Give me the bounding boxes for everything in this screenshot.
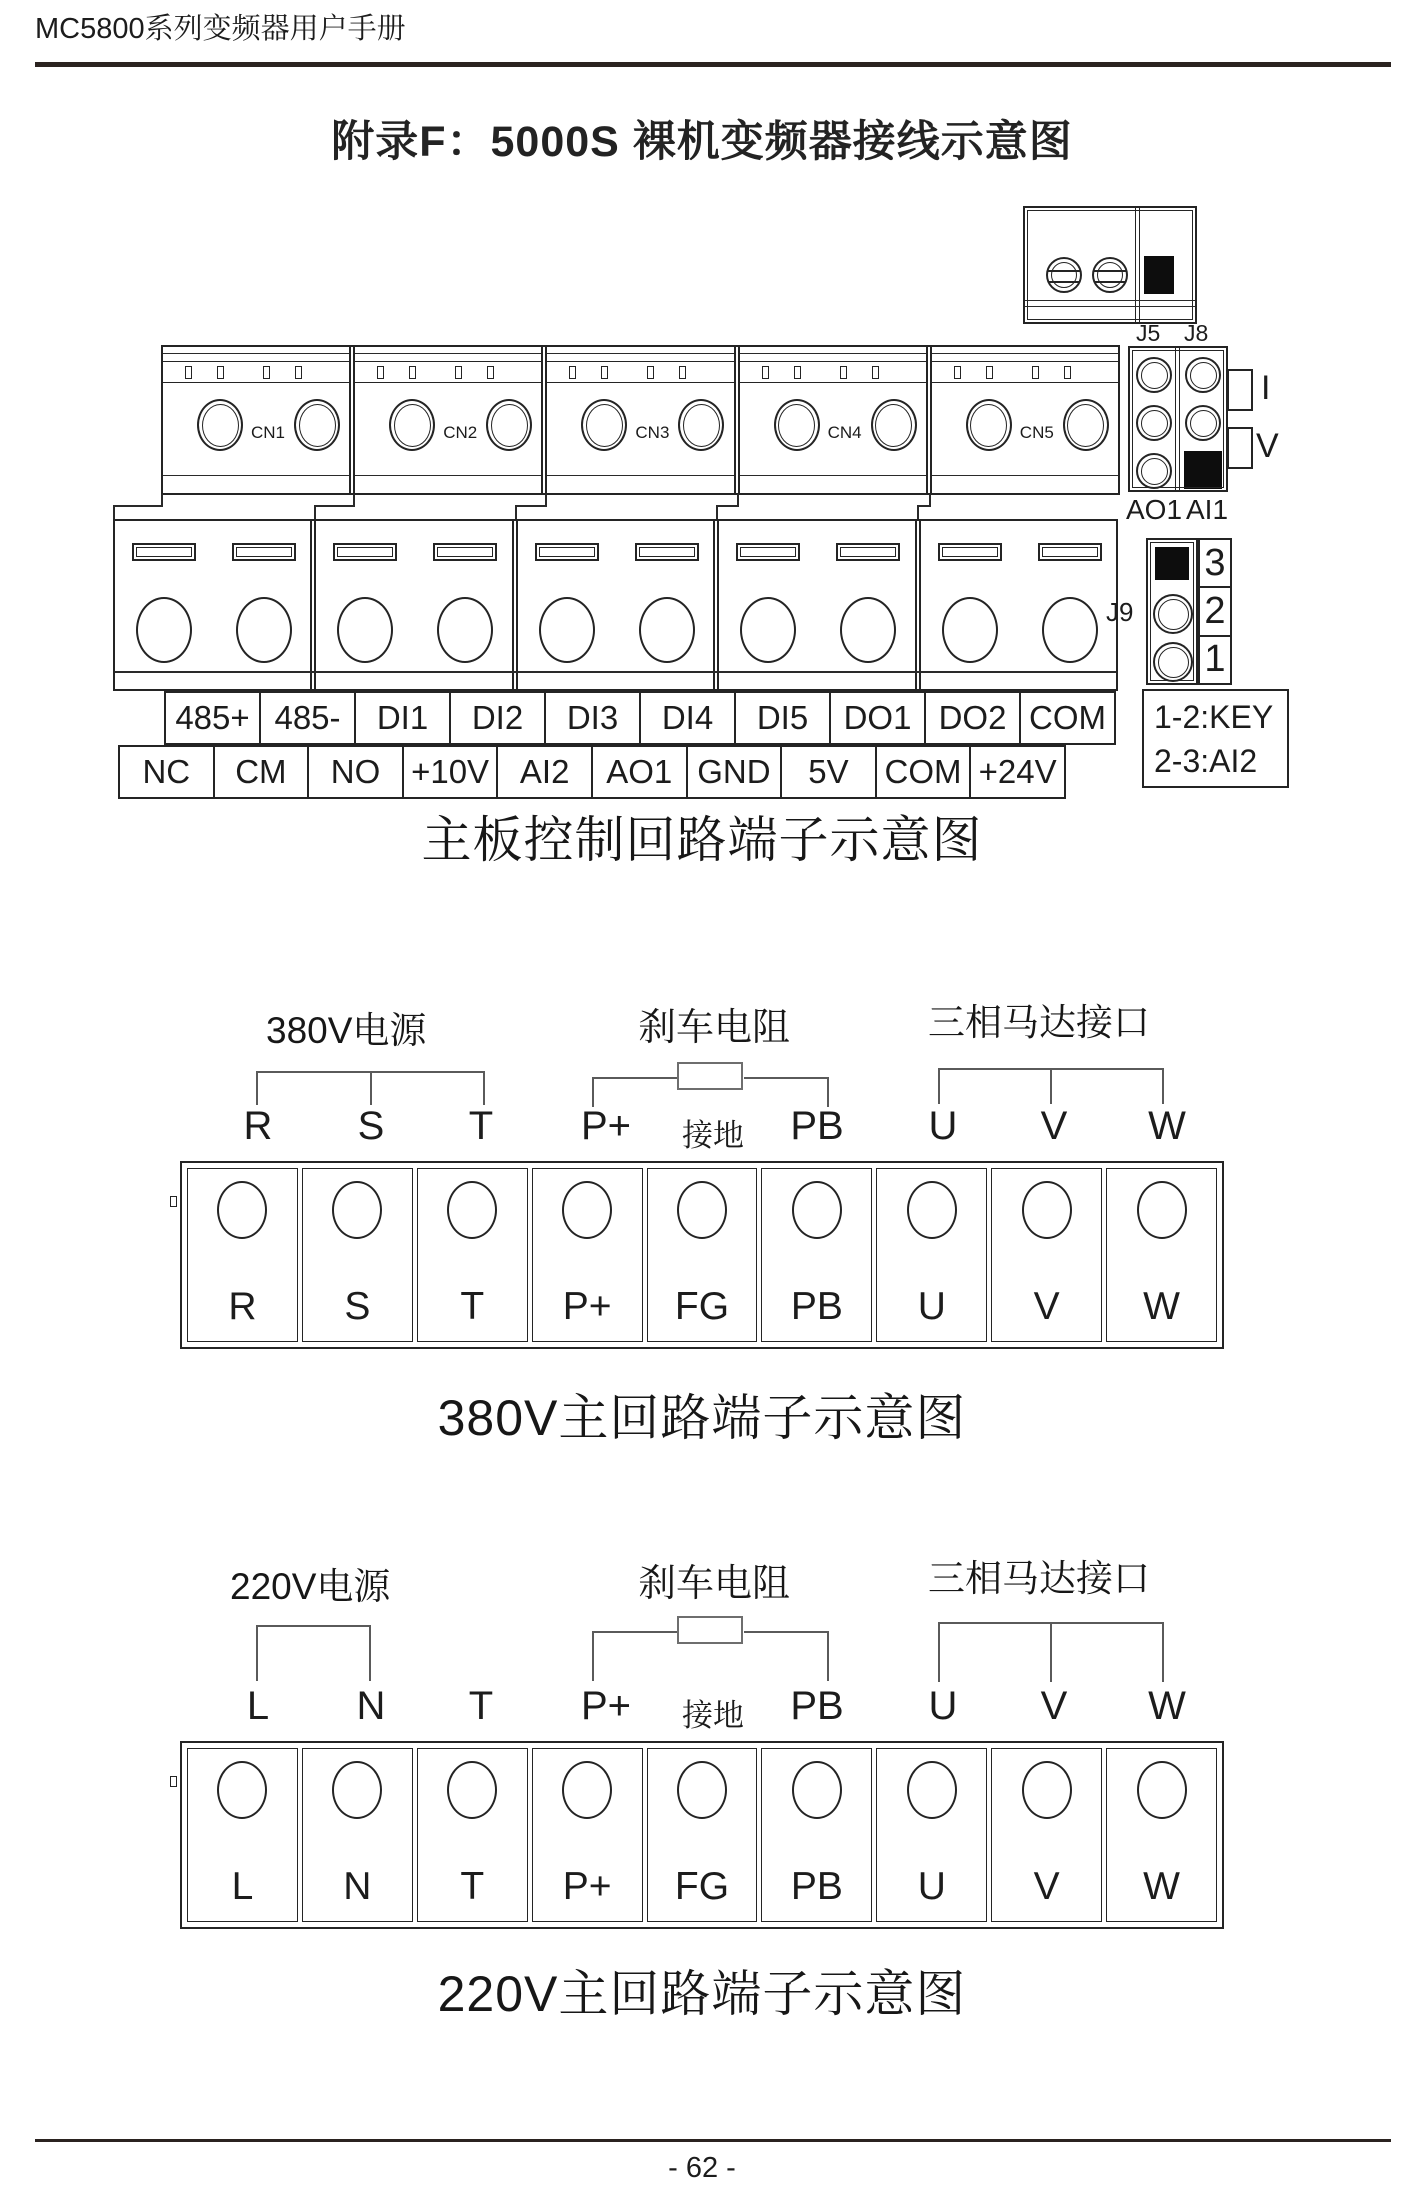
wire-slot-icon (836, 543, 900, 561)
module-line (355, 353, 541, 354)
step-connector (515, 494, 547, 507)
j9-function-box (1142, 689, 1289, 788)
module-line (547, 353, 733, 354)
terminal-hole-icon (1022, 1181, 1072, 1239)
motor-interface-label: 三相马达接口 (928, 1559, 1150, 1600)
module-line (355, 475, 541, 476)
power-terminal-cell (302, 1748, 413, 1922)
terminal-label: FG (674, 1865, 730, 1908)
resistor-icon (677, 1062, 743, 1090)
bracket-drop (256, 1071, 258, 1105)
jumper-pin-icon (1136, 405, 1172, 441)
j9-jumper-block (1146, 538, 1198, 685)
terminal-label-cell: AI2 (496, 745, 593, 799)
terminal-hole-icon (907, 1761, 957, 1819)
terminal-label-cell: +24V (969, 745, 1066, 799)
step-connector (716, 505, 718, 520)
terminal-label: V (1033, 1865, 1060, 1908)
ground-label: 接地 (682, 1698, 744, 1733)
bracket-drop (1162, 1622, 1164, 1682)
wire-label: W (1148, 1684, 1186, 1728)
power-terminal-cell (761, 1748, 872, 1922)
j9-label: J9 (1106, 597, 1134, 627)
bracket-drop (827, 1077, 829, 1107)
terminal-label-cell: 485- (259, 691, 356, 745)
wire-label: P+ (580, 1104, 632, 1148)
wire-slot-icon (635, 543, 699, 561)
module-line (740, 353, 926, 354)
connector-hole-icon (389, 399, 435, 451)
power-terminal-cell (532, 1748, 643, 1922)
wire-slot-icon (132, 543, 196, 561)
terminal-group (115, 521, 310, 689)
terminal-label-cell: CM (213, 745, 310, 799)
terminal-label: T (460, 1285, 485, 1328)
manual-header-title: MC5800系列变频器用户手册 (35, 13, 406, 45)
bracket-drop (592, 1077, 594, 1107)
control-board-caption: 主板控制回路端子示意图 (421, 812, 983, 868)
wire-slot-icon (535, 543, 599, 561)
jumper-pin-icon (1185, 405, 1221, 441)
terminal-hole-icon (1022, 1761, 1072, 1819)
terminal-label: N (343, 1865, 372, 1908)
wire-slot-icon (232, 543, 296, 561)
control-terminal-row-1 (164, 691, 1116, 745)
terminal-label: FG (674, 1285, 730, 1328)
terminal-label: V (1033, 1285, 1060, 1328)
terminal-label-cell: DI4 (639, 691, 736, 745)
terminal-hole-icon (217, 1761, 267, 1819)
j9-pin-numbers (1198, 538, 1232, 685)
screw-hole-icon (840, 597, 896, 663)
wire-slot-icon (333, 543, 397, 561)
terminal-label: L (231, 1865, 254, 1908)
power-terminal-cell (1106, 1168, 1217, 1342)
power-380v-label: 380V电源 (266, 1010, 427, 1051)
connector-hole-icon (871, 399, 917, 451)
step-connector (917, 505, 919, 520)
terminal-group (713, 521, 914, 689)
terminal-label-cell: DI3 (544, 691, 641, 745)
brake-bracket (744, 1631, 828, 1633)
connector-hole-icon (486, 399, 532, 451)
wire-label: T (468, 1104, 494, 1148)
power-terminal-cell (991, 1168, 1102, 1342)
terminal-label-cell: NC (118, 745, 215, 799)
bracket-drop (370, 1071, 372, 1105)
block-side-mark (170, 1776, 177, 1787)
terminal-hole-icon (907, 1181, 957, 1239)
terminal-hole-icon (677, 1181, 727, 1239)
wire-slot-icon (1038, 543, 1102, 561)
module-line (163, 475, 349, 476)
wire-label: U (928, 1684, 958, 1728)
wire-slot-icon (736, 543, 800, 561)
power-terminal-cell (187, 1748, 298, 1922)
module-line (932, 353, 1118, 354)
wire-label: R (243, 1104, 273, 1148)
jumper-pin-icon (1185, 357, 1221, 393)
screw-terminal-icon (1092, 257, 1128, 293)
cn-module (734, 347, 926, 493)
cn-label: CN5 (1019, 423, 1054, 442)
caption-380v (0, 1378, 1404, 1450)
terminal-label: S (344, 1285, 371, 1328)
jumper-pin-icon (1153, 594, 1193, 634)
bracket-drop (369, 1625, 371, 1681)
cn-module (163, 347, 349, 493)
jumper-divider (1175, 348, 1180, 490)
brake-resistor-label: 刹车电阻 (638, 1563, 791, 1605)
voltage-label: V (1256, 427, 1279, 465)
caption-220v-number: 220V (437, 1966, 559, 2022)
screw-hole-icon (236, 597, 292, 663)
terminal-hole-icon (792, 1761, 842, 1819)
terminal-hole-icon (562, 1761, 612, 1819)
terminal-label-cell: DO1 (829, 691, 926, 745)
block-side-mark (170, 1196, 177, 1207)
terminal-hole-icon (447, 1181, 497, 1239)
terminal-label-cell: DI1 (354, 691, 451, 745)
terminal-label-cell: +10V (402, 745, 499, 799)
terminal-label-cell: DI5 (734, 691, 831, 745)
cn-module (541, 347, 733, 493)
ao1-label: AO1 (1126, 494, 1183, 525)
power-terminal-cell (1106, 1748, 1217, 1922)
jumper-j5-label: J5 (1136, 320, 1161, 346)
terminal-hole-icon (332, 1181, 382, 1239)
power-terminal-cell (532, 1168, 643, 1342)
step-connector (314, 505, 316, 520)
step-connector (314, 494, 355, 507)
power-terminal-cell (991, 1748, 1102, 1922)
terminal-screw-row (113, 519, 1118, 691)
footer-rule (35, 2139, 1391, 2142)
terminal-label-cell: AO1 (591, 745, 688, 799)
bracket-drop (592, 1631, 594, 1681)
module-line (932, 475, 1118, 476)
wire-label: L (246, 1684, 270, 1728)
brake-bracket (592, 1077, 677, 1079)
jumper-cap-icon (1184, 451, 1222, 489)
terminal-label: PB (790, 1285, 843, 1328)
screw-hole-icon (740, 597, 796, 663)
terminal-group (310, 521, 511, 689)
wire-label: S (357, 1104, 385, 1148)
bracket-drop (1162, 1068, 1164, 1104)
cn-label: CN4 (827, 423, 862, 442)
power-terminal-cell (647, 1748, 758, 1922)
page-number: - 62 - (668, 2152, 736, 2184)
jumper-pin-icon (1153, 642, 1193, 682)
jumper-pin-icon (1136, 357, 1172, 393)
aux-connector-divider (1135, 208, 1140, 322)
terminal-label-cell: DO2 (924, 691, 1021, 745)
power-terminal-cell (647, 1168, 758, 1342)
step-connector (716, 494, 739, 507)
module-tick-strip (932, 361, 1118, 383)
terminal-label: U (917, 1865, 946, 1908)
motor-interface-label: 三相马达接口 (928, 1003, 1150, 1044)
wire-label: W (1148, 1104, 1186, 1148)
j9-function-line2: 2-3:AI2 (1154, 743, 1258, 779)
step-connector (515, 505, 517, 520)
caption-380v-number: 380V (437, 1390, 559, 1446)
step-connector (113, 505, 115, 520)
bracket-drop (1050, 1622, 1052, 1682)
terminal-hole-icon (562, 1181, 612, 1239)
bracket-drop (827, 1631, 829, 1681)
terminal-hole-icon (332, 1761, 382, 1819)
voltage-tab (1227, 427, 1253, 469)
module-tick-strip (740, 361, 926, 383)
aux-connector-line (1025, 300, 1195, 301)
terminal-label: W (1143, 1285, 1180, 1328)
bracket-drop (1050, 1068, 1052, 1104)
screw-terminal-icon (1046, 257, 1082, 293)
power-terminal-cell (417, 1168, 528, 1342)
module-tick-strip (163, 361, 349, 383)
terminal-label: U (917, 1285, 946, 1328)
step-connector (917, 494, 931, 507)
screw-hole-icon (1042, 597, 1098, 663)
terminal-block-220v (180, 1741, 1224, 1929)
connector-hole-icon (581, 399, 627, 451)
caption-380v-text: 主回路端子示意图 (558, 1390, 967, 1446)
module-tick-strip (355, 361, 541, 383)
caption-220v-text: 主回路端子示意图 (558, 1966, 967, 2022)
terminal-hole-icon (792, 1181, 842, 1239)
jumper-j8-label: J8 (1184, 320, 1209, 346)
control-terminal-row-2 (118, 745, 1066, 799)
module-tick-strip (547, 361, 733, 383)
cn-module (926, 347, 1118, 493)
wire-slot-icon (433, 543, 497, 561)
ao1-ai1-jumper-block (1128, 346, 1228, 492)
brake-resistor-label: 刹车电阻 (638, 1007, 791, 1049)
terminal-label-cell: COM (1019, 691, 1116, 745)
wire-label: N (356, 1684, 386, 1728)
terminal-label: P+ (562, 1865, 612, 1908)
resistor-icon (677, 1616, 743, 1644)
power-terminal-cell (302, 1168, 413, 1342)
screw-hole-icon (437, 597, 493, 663)
cn-label: CN3 (635, 423, 670, 442)
wire-label: V (1040, 1104, 1068, 1148)
aux-connector-block (1023, 206, 1197, 324)
caption-220v (0, 1954, 1404, 2026)
connector-hole-icon (1063, 399, 1109, 451)
screw-hole-icon (337, 597, 393, 663)
power-terminal-cell (417, 1748, 528, 1922)
current-label: I (1261, 369, 1271, 407)
power-terminal-cell (876, 1168, 987, 1342)
terminal-hole-icon (447, 1761, 497, 1819)
screw-hole-icon (639, 597, 695, 663)
connector-hole-icon (678, 399, 724, 451)
bracket-drop (938, 1068, 940, 1104)
power-terminal-cell (876, 1748, 987, 1922)
terminal-label: T (460, 1865, 485, 1908)
terminal-label: PB (790, 1865, 843, 1908)
connector-hole-icon (774, 399, 820, 451)
brake-bracket (744, 1077, 828, 1079)
screw-hole-icon (136, 597, 192, 663)
terminal-hole-icon (1137, 1181, 1187, 1239)
row-bottom-line (115, 671, 1116, 673)
power-terminal-cell (187, 1168, 298, 1342)
wire-label: PB (790, 1684, 844, 1728)
wire-label: T (468, 1684, 494, 1728)
bracket-drop (256, 1625, 258, 1681)
ground-label: 接地 (682, 1118, 744, 1153)
terminal-label-cell: GND (686, 745, 783, 799)
module-line (740, 475, 926, 476)
terminal-label: P+ (562, 1285, 612, 1328)
cn-label: CN1 (250, 423, 286, 442)
terminal-block-380v (180, 1161, 1224, 1349)
wire-label: V (1040, 1684, 1068, 1728)
terminal-label: R (228, 1285, 257, 1328)
power-bracket (256, 1625, 371, 1627)
j9-pin-number: 3 (1198, 538, 1232, 588)
terminal-hole-icon (1137, 1761, 1187, 1819)
terminal-label: W (1143, 1865, 1180, 1908)
j9-pin-number: 2 (1198, 586, 1232, 636)
jumper-cap-icon (1144, 256, 1174, 294)
terminal-group (915, 521, 1116, 689)
power-220v-label: 220V电源 (230, 1566, 391, 1607)
wire-label: PB (790, 1104, 844, 1148)
cn-connector-row (161, 345, 1120, 495)
connector-hole-icon (966, 399, 1012, 451)
jumper-cap-icon (1155, 547, 1189, 580)
j9-function-line1: 1-2:KEY (1154, 699, 1274, 735)
ai1-label: AI1 (1186, 494, 1229, 525)
step-connector (113, 494, 163, 507)
bracket-drop (938, 1622, 940, 1682)
bracket-drop (483, 1071, 485, 1105)
terminal-label-cell: 5V (780, 745, 877, 799)
current-tab (1227, 369, 1253, 411)
wire-label: U (928, 1104, 958, 1148)
cn-label: CN2 (443, 423, 478, 442)
terminal-label-cell: NO (307, 745, 404, 799)
j9-pin-number: 1 (1198, 635, 1232, 685)
jumper-pin-icon (1136, 453, 1172, 489)
brake-bracket (592, 1631, 677, 1633)
cn-module (349, 347, 541, 493)
module-line (547, 475, 733, 476)
power-terminal-cell (761, 1168, 872, 1342)
page-title: 附录F：5000S 裸机变频器接线示意图 (331, 118, 1073, 166)
screw-hole-icon (539, 597, 595, 663)
terminal-hole-icon (217, 1181, 267, 1239)
terminal-group (512, 521, 713, 689)
terminal-hole-icon (677, 1761, 727, 1819)
aux-connector-line (1025, 306, 1195, 307)
connector-hole-icon (197, 399, 243, 451)
terminal-label-cell: DI2 (449, 691, 546, 745)
terminal-label-cell: COM (875, 745, 972, 799)
module-line (163, 353, 349, 354)
screw-hole-icon (942, 597, 998, 663)
terminal-label-cell: 485+ (164, 691, 261, 745)
wire-slot-icon (938, 543, 1002, 561)
wire-label: P+ (580, 1684, 632, 1728)
connector-hole-icon (294, 399, 340, 451)
header-rule (35, 62, 1391, 67)
